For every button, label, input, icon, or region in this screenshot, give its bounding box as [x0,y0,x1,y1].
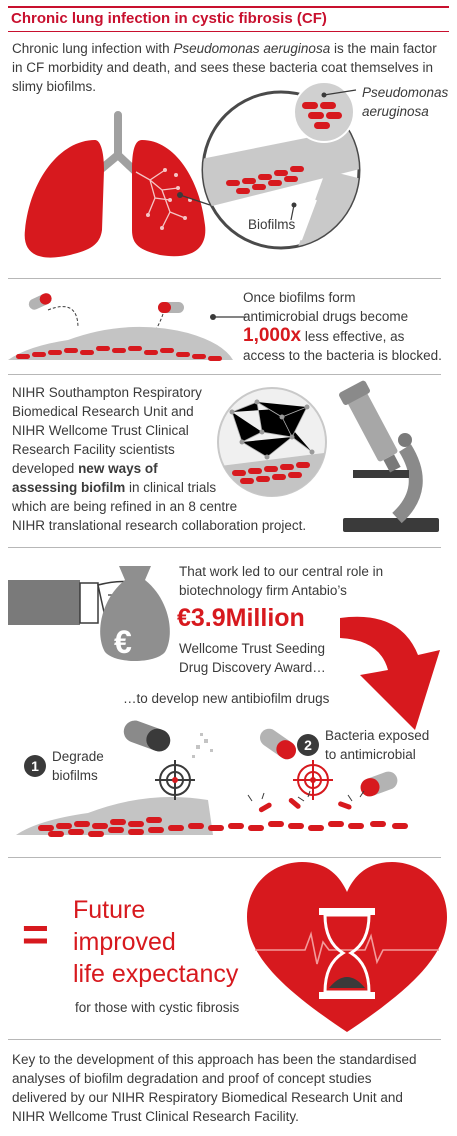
funding-text: That work led to our central role in biotechnology firm Antabio’s [179,564,384,598]
outcome-subtext: for those with cystic fibrosis [75,1000,240,1015]
outcome-headline: Future improved life expectancy [73,896,239,988]
award-text: Wellcome Trust Seeding Drug Discovery Award… [179,641,326,675]
biofilm-illustration [8,288,238,368]
capsule-icon [121,717,174,754]
capsule-icon [358,769,400,799]
money-bag-icon [95,560,175,670]
divider [8,1039,441,1040]
divider [8,857,441,858]
divider [8,547,441,548]
label-biofilms: Biofilms [248,217,296,232]
research-text: NIHR Southampton Respiratory Biomedical Research Unit and NIHR Wellcome Trust Clinical Research Facility scientists developed new ways of assessing biofilm in clinical trials which are being refined in an 8 centre NIHR translational research collaboration project. [12,385,307,533]
label-pseudomonas: Pseudomonas aeruginosa [362,85,449,119]
step-2-text: Bacteria exposed to antimicrobial [325,728,430,762]
network-icon [212,382,332,502]
divider [8,278,441,279]
money-bag-symbol: € [114,624,132,660]
step-2-badge: 2 [297,734,319,756]
divider [8,374,441,375]
capsule-icon [27,291,53,311]
intro-species: Pseudomonas aeruginosa [173,41,331,56]
page-title: Chronic lung infection in cystic fibrosis (CF) [8,6,449,32]
footer-text: Key to the development of this approach has been the standardised analyses of biofilm degradation and proof of concept studies delivered by our NIHR Respiratory Biomedical Research Unit and NIHR Wellcome Trust Clinical Research Facility. [12,1052,417,1124]
develop-text: …to develop new antibiofilm drugs [123,691,330,706]
intro-part2: is the main factor in CF morbidity and death, and sees these bacteria coat themselves in slimy biofilms. [12,41,437,94]
heart-icon [247,862,447,1042]
equals-sign: = [22,908,49,960]
effect-multiplier: 1,000x [243,325,302,346]
treatment-illustration [8,705,448,855]
capsule-icon [256,725,299,763]
effect-text: Once biofilms form antimicrobial drugs become 1,000x less effective, as access to the bacteria is blocked. [243,290,442,363]
step-1-badge: 1 [24,755,46,777]
funding-amount: €3.9Million [177,604,305,632]
step-1-text: Degrade biofilms [52,749,104,783]
intro-part1: Chronic lung infection with [12,41,174,56]
microscope-icon [335,378,445,538]
